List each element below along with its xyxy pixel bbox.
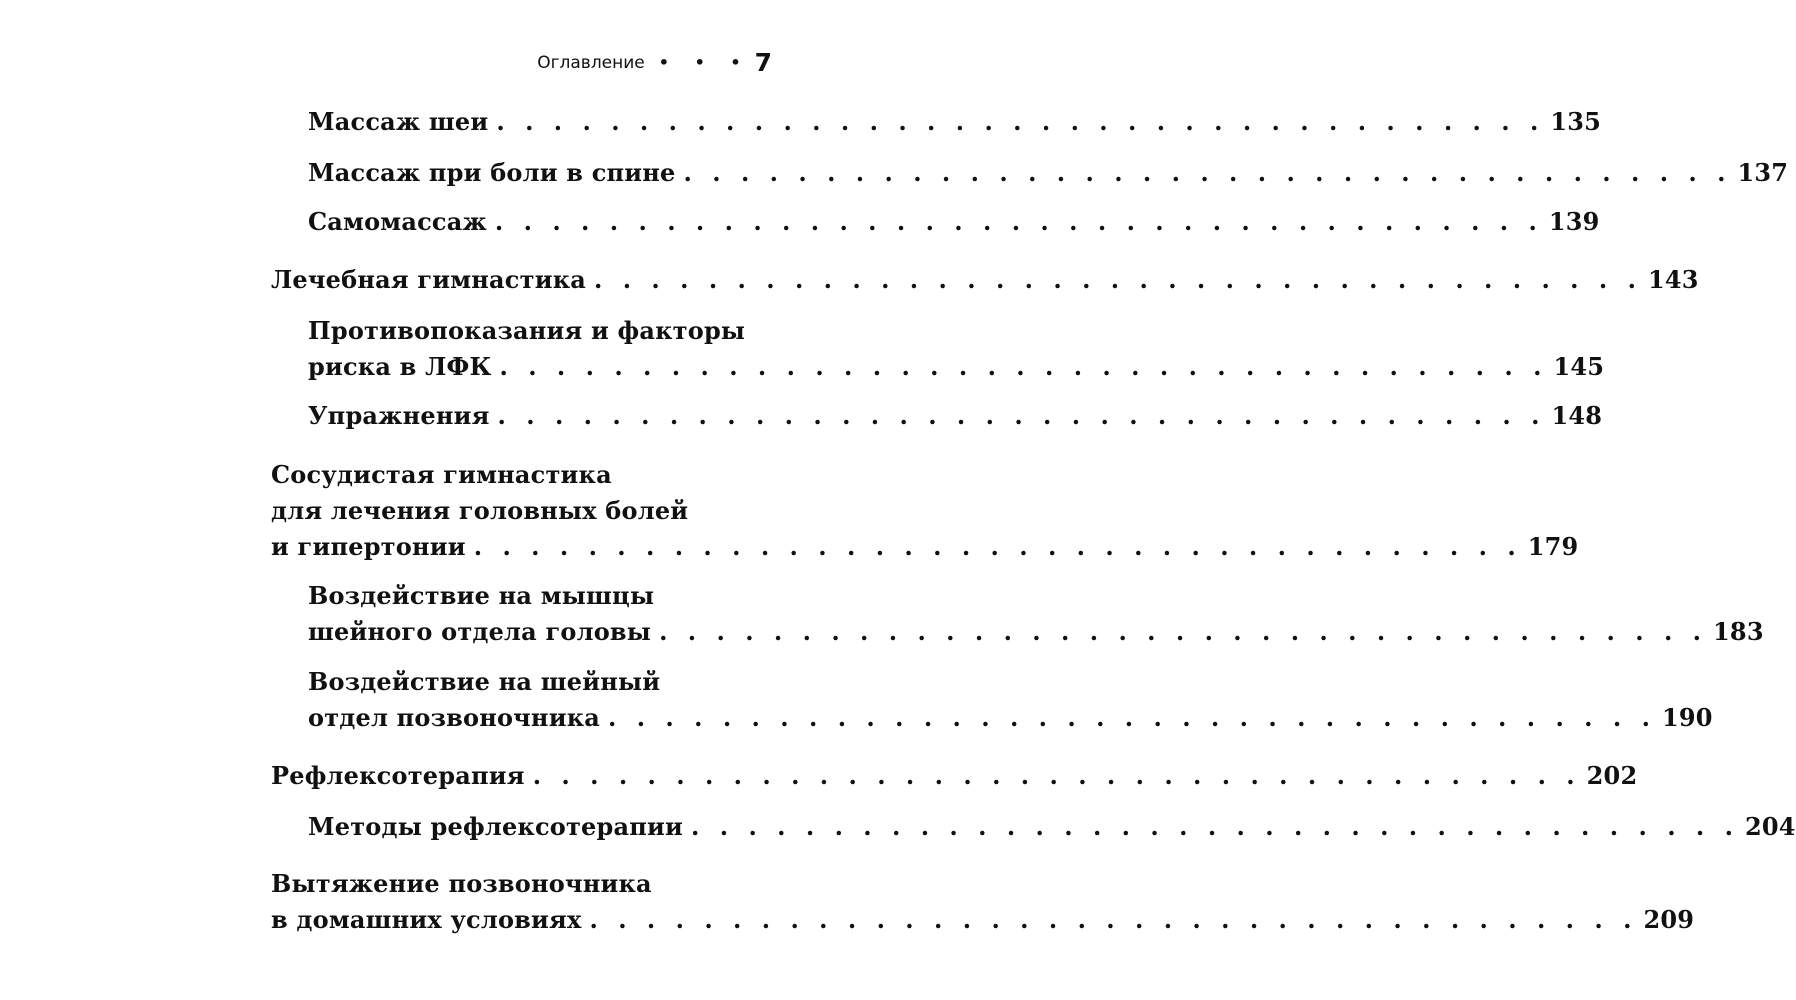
- toc-entry[interactable]: [308, 578, 1764, 650]
- toc-page-number: 204: [1744, 812, 1796, 841]
- toc-page-number: 202: [1586, 761, 1638, 790]
- toc-leader: . . . . . . . . . . . . . . . . . . . . . . . . . . . . . . . . . . . . .: [659, 617, 1708, 646]
- toc-entry-title-continued: для лечения головных болей: [271, 496, 689, 525]
- toc-leader: . . . . . . . . . . . . . . . . . . . . . . . . . . . . . . . . . . . . .: [496, 107, 1545, 136]
- toc-entry[interactable]: [308, 809, 1796, 845]
- toc-leader: . . . . . . . . . . . . . . . . . . . . . . . . . . . . . . . . . . . . .: [683, 158, 1732, 187]
- running-head-dots: • • •: [658, 53, 751, 72]
- page-number: 7: [754, 48, 772, 77]
- toc-page-number: 183: [1713, 617, 1764, 646]
- toc-leader: . . . . . . . . . . . . . . . . . . . . . . . . . . . . . . . . . . . . .: [589, 905, 1638, 934]
- toc-entry-title: Лечебная гимнастика: [271, 265, 586, 294]
- toc-entry-title: Воздействие на шейный: [308, 667, 661, 696]
- toc-leader: . . . . . . . . . . . . . . . . . . . . . . . . . . . . . . . . . . . . .: [593, 265, 1642, 294]
- toc-leader: . . . . . . . . . . . . . . . . . . . . . . . . . . . . . . . . . . . . .: [473, 532, 1522, 561]
- toc-entry[interactable]: [308, 104, 1602, 140]
- toc-entry[interactable]: [271, 457, 1579, 565]
- toc-entry-title: Сосудистая гимнастика: [271, 460, 612, 489]
- toc-entry-title: Методы рефлексотерапии: [308, 812, 684, 841]
- running-head-title: Оглавление: [537, 52, 645, 73]
- toc-page-number: 190: [1661, 703, 1713, 732]
- toc-entry[interactable]: [308, 313, 1605, 385]
- toc-entry-title: Упражнения: [308, 401, 490, 430]
- toc-entry[interactable]: [271, 866, 1695, 938]
- toc-entry[interactable]: [271, 758, 1638, 794]
- toc-page-number: 143: [1647, 265, 1699, 294]
- toc-leader: . . . . . . . . . . . . . . . . . . . . . . . . . . . . . . . . . . . . .: [499, 352, 1548, 381]
- toc-entry[interactable]: [308, 204, 1600, 240]
- toc-leader: . . . . . . . . . . . . . . . . . . . . . . . . . . . . . . . . . . . . .: [691, 812, 1739, 841]
- toc-entry[interactable]: [308, 155, 1789, 191]
- toc-leader: . . . . . . . . . . . . . . . . . . . . . . . . . . . . . . . . . . . . .: [608, 703, 1656, 732]
- toc-page-number: 145: [1553, 352, 1605, 381]
- toc-entry[interactable]: [308, 664, 1713, 736]
- toc-page-number: 179: [1527, 532, 1579, 561]
- toc-leader: . . . . . . . . . . . . . . . . . . . . . . . . . . . . . . . . . . . . .: [494, 207, 1543, 236]
- toc-page-number: 137: [1737, 158, 1789, 187]
- toc-page-number: 139: [1548, 207, 1600, 236]
- toc-page-number: 209: [1643, 905, 1695, 934]
- toc-entry-title: Противопоказания и факторы: [308, 316, 746, 345]
- toc-entry-title-continued: и гипертонии: [271, 532, 466, 561]
- toc-entry-title: Самомассаж: [308, 207, 487, 236]
- toc-entry-title: Вытяжение позвоночника: [271, 869, 652, 898]
- toc-entry-title: Массаж при боли в спине: [308, 158, 676, 187]
- toc-entry-title: Массаж шеи: [308, 107, 489, 136]
- toc-page-number: 135: [1550, 107, 1602, 136]
- toc-page-number: 148: [1551, 401, 1603, 430]
- toc-entry-title-continued: риска в ЛФК: [308, 352, 492, 381]
- toc-entry-title: Воздействие на мышцы: [308, 581, 655, 610]
- toc-entry-title-continued: в домашних условиях: [271, 905, 582, 934]
- toc-entry[interactable]: [308, 398, 1603, 434]
- toc-entry-title: Рефлексотерапия: [271, 761, 525, 790]
- toc-entry-title-continued: шейного отдела головы: [308, 617, 652, 646]
- toc-entry-title-continued: отдел позвоночника: [308, 703, 600, 732]
- toc-leader: . . . . . . . . . . . . . . . . . . . . . . . . . . . . . . . . . . . . .: [532, 761, 1581, 790]
- toc-leader: . . . . . . . . . . . . . . . . . . . . . . . . . . . . . . . . . . . . .: [497, 401, 1546, 430]
- toc-entry[interactable]: [271, 262, 1699, 298]
